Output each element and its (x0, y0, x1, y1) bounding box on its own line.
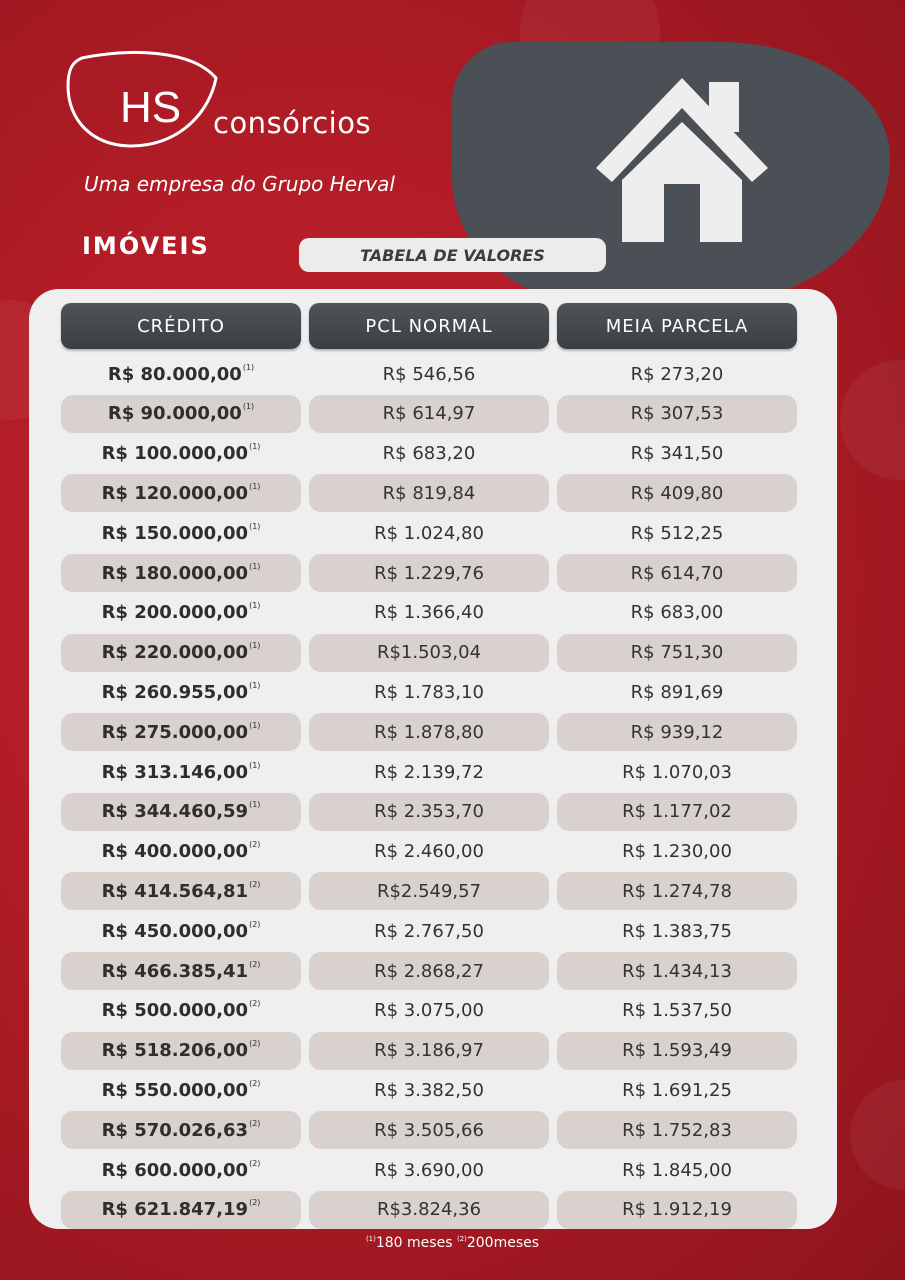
meia-parcela-cell: R$ 614,70 (557, 554, 797, 592)
tagline: Uma empresa do Grupo Herval (84, 172, 395, 196)
table-row (29, 594, 837, 632)
credito-value: R$ 550.000,00 (101, 1079, 249, 1101)
pcl-normal-cell: R$ 3.505,66 (309, 1111, 549, 1149)
credito-cell (61, 594, 301, 632)
credito-cell (61, 355, 301, 393)
meia-parcela-cell: R$ 1.230,00 (622, 841, 732, 863)
pcl-normal-cell: R$ 683,20 (382, 443, 476, 465)
credito-note: (2) (249, 1158, 261, 1168)
credito-value: R$ 600.000,00 (101, 1159, 249, 1181)
meia-parcela-cell: R$ 307,53 (557, 395, 797, 433)
pcl-normal-cell: R$ 1.878,80 (309, 713, 549, 751)
credito-value: R$ 621.847,19 (101, 1199, 249, 1221)
credito-note: (1) (249, 481, 261, 491)
credito-cell (61, 1111, 301, 1149)
meia-parcela-cell: R$ 1.177,02 (557, 793, 797, 831)
pcl-normal-cell: R$ 3.382,50 (374, 1079, 484, 1101)
pcl-normal-cell: R$ 3.690,00 (374, 1159, 484, 1181)
table-row (29, 474, 837, 512)
header-meia-parcela: MEIA PARCELA (557, 303, 797, 349)
meia-parcela-cell: R$ 512,25 (630, 522, 724, 544)
table-row (29, 1111, 837, 1149)
hs-logo (62, 50, 222, 150)
meia-parcela-cell: R$ 1.845,00 (622, 1159, 732, 1181)
pcl-normal-cell: R$ 1.366,40 (374, 602, 484, 624)
credito-cell (61, 713, 301, 751)
table-row (29, 1151, 837, 1189)
credito-cell (61, 395, 301, 433)
meia-parcela-cell: R$ 1.537,50 (622, 1000, 732, 1022)
footnote-mark-1: (1) (365, 1235, 376, 1243)
credito-value: R$ 80.000,00 (107, 363, 242, 385)
credito-value: R$ 180.000,00 (101, 562, 249, 584)
footnote-mark-2: (2) (456, 1235, 467, 1243)
credito-note: (1) (249, 800, 261, 810)
credito-value: R$ 400.000,00 (101, 841, 249, 863)
table-row (29, 1032, 837, 1070)
table-row (29, 1191, 837, 1229)
credito-cell (61, 1071, 301, 1109)
table-title-tab: TABELA DE VALORES (299, 238, 606, 272)
meia-parcela-cell: R$ 939,12 (557, 713, 797, 751)
credito-value: R$ 275.000,00 (101, 721, 249, 743)
table-row (29, 435, 837, 473)
credito-cell (61, 1032, 301, 1070)
table-row (29, 1071, 837, 1109)
table-row (29, 753, 837, 791)
table-row (29, 713, 837, 751)
credito-cell (61, 753, 301, 791)
pcl-normal-cell: R$ 2.460,00 (374, 841, 484, 863)
pcl-normal-cell: R$ 2.868,27 (309, 952, 549, 990)
credito-note: (1) (249, 601, 261, 611)
footnote-text-2: 200meses (466, 1235, 540, 1251)
meia-parcela-cell: R$ 409,80 (557, 474, 797, 512)
credito-cell (61, 554, 301, 592)
credito-cell (61, 833, 301, 871)
pcl-normal-cell: R$3.824,36 (309, 1191, 549, 1229)
credito-value: R$ 90.000,00 (107, 403, 242, 425)
credito-note: (2) (249, 919, 261, 929)
table-row (29, 395, 837, 433)
credito-value: R$ 200.000,00 (101, 602, 249, 624)
meia-parcela-cell: R$ 1.912,19 (557, 1191, 797, 1229)
pcl-normal-cell: R$ 819,84 (309, 474, 549, 512)
credito-value: R$ 120.000,00 (101, 482, 249, 504)
table-row (29, 952, 837, 990)
table-row (29, 992, 837, 1030)
credito-note: (1) (249, 720, 261, 730)
table-row (29, 793, 837, 831)
credito-cell (61, 952, 301, 990)
house-icon (592, 72, 772, 247)
credito-cell (61, 912, 301, 950)
credito-note: (1) (249, 680, 261, 690)
credito-value: R$ 466.385,41 (101, 960, 249, 982)
meia-parcela-cell: R$ 751,30 (557, 634, 797, 672)
credito-cell (61, 474, 301, 512)
pcl-normal-cell: R$ 614,97 (309, 395, 549, 433)
credito-value: R$ 518.206,00 (101, 1040, 249, 1062)
meia-parcela-cell: R$ 1.691,25 (622, 1079, 732, 1101)
meia-parcela-cell: R$ 1.593,49 (557, 1032, 797, 1070)
credito-note: (1) (249, 641, 261, 651)
credito-note: (1) (249, 561, 261, 571)
pcl-normal-cell: R$ 2.139,72 (374, 761, 484, 783)
credito-value: R$ 414.564,81 (101, 880, 249, 902)
table-row (29, 912, 837, 950)
meia-parcela-cell: R$ 1.070,03 (622, 761, 732, 783)
credito-value: R$ 150.000,00 (101, 522, 249, 544)
credito-cell (61, 793, 301, 831)
table-row (29, 673, 837, 711)
credito-note: (2) (249, 959, 261, 969)
credito-cell (61, 872, 301, 910)
meia-parcela-cell: R$ 1.434,13 (557, 952, 797, 990)
meia-parcela-cell: R$ 1.383,75 (622, 920, 732, 942)
credito-note: (1) (242, 402, 255, 412)
pcl-normal-cell: R$ 2.353,70 (309, 793, 549, 831)
credito-cell (61, 673, 301, 711)
table-row (29, 554, 837, 592)
credito-value: R$ 313.146,00 (101, 761, 249, 783)
credito-note: (2) (249, 999, 261, 1009)
credito-value: R$ 220.000,00 (101, 642, 249, 664)
meia-parcela-cell: R$ 891,69 (630, 681, 724, 703)
credito-note: (2) (249, 1078, 261, 1088)
credito-value: R$ 100.000,00 (101, 443, 249, 465)
pcl-normal-cell: R$ 2.767,50 (374, 920, 484, 942)
meia-parcela-cell: R$ 1.752,83 (557, 1111, 797, 1149)
credito-note: (2) (249, 1039, 261, 1049)
credito-cell (61, 1151, 301, 1189)
credito-cell (61, 634, 301, 672)
pcl-normal-cell: R$ 1.024,80 (374, 522, 484, 544)
values-table (29, 289, 837, 1229)
category-title: IMÓVEIS (82, 232, 210, 260)
credito-value: R$ 344.460,59 (101, 801, 249, 823)
table-row (29, 872, 837, 910)
credito-note: (1) (249, 442, 261, 452)
table-row (29, 514, 837, 552)
meia-parcela-cell: R$ 683,00 (630, 602, 724, 624)
credito-value: R$ 570.026,63 (101, 1119, 249, 1141)
pcl-normal-cell: R$ 3.075,00 (374, 1000, 484, 1022)
credito-note: (1) (242, 362, 255, 372)
header-pcl-normal: PCL NORMAL (309, 303, 549, 349)
credito-value: R$ 450.000,00 (101, 920, 249, 942)
credito-note: (2) (249, 1198, 261, 1208)
pcl-normal-cell: R$ 546,56 (382, 363, 476, 385)
brand-name: consórcios (213, 106, 372, 140)
credito-cell (61, 435, 301, 473)
pcl-normal-cell: R$1.503,04 (309, 634, 549, 672)
credito-cell (61, 1191, 301, 1229)
credito-note: (1) (249, 521, 261, 531)
logo-letters: HS (120, 83, 182, 132)
credito-value: R$ 260.955,00 (101, 681, 249, 703)
footnote (0, 1235, 905, 1251)
footnote-text-1: 180 meses (375, 1235, 453, 1251)
credito-note: (1) (249, 760, 261, 770)
pcl-normal-cell: R$2.549,57 (309, 872, 549, 910)
credito-cell (61, 992, 301, 1030)
table-row (29, 355, 837, 393)
credito-note: (2) (249, 879, 261, 889)
credito-cell (61, 514, 301, 552)
pcl-normal-cell: R$ 3.186,97 (309, 1032, 549, 1070)
credito-note: (2) (249, 1118, 261, 1128)
table-row (29, 833, 837, 871)
background-decoration (840, 360, 905, 480)
credito-value: R$ 500.000,00 (101, 1000, 249, 1022)
credito-note: (2) (249, 840, 261, 850)
table-row (29, 634, 837, 672)
meia-parcela-cell: R$ 273,20 (630, 363, 724, 385)
background-decoration (850, 1080, 905, 1190)
header-credito: CRÉDITO (61, 303, 301, 349)
pcl-normal-cell: R$ 1.783,10 (374, 681, 484, 703)
meia-parcela-cell: R$ 341,50 (630, 443, 724, 465)
meia-parcela-cell: R$ 1.274,78 (557, 872, 797, 910)
pcl-normal-cell: R$ 1.229,76 (309, 554, 549, 592)
